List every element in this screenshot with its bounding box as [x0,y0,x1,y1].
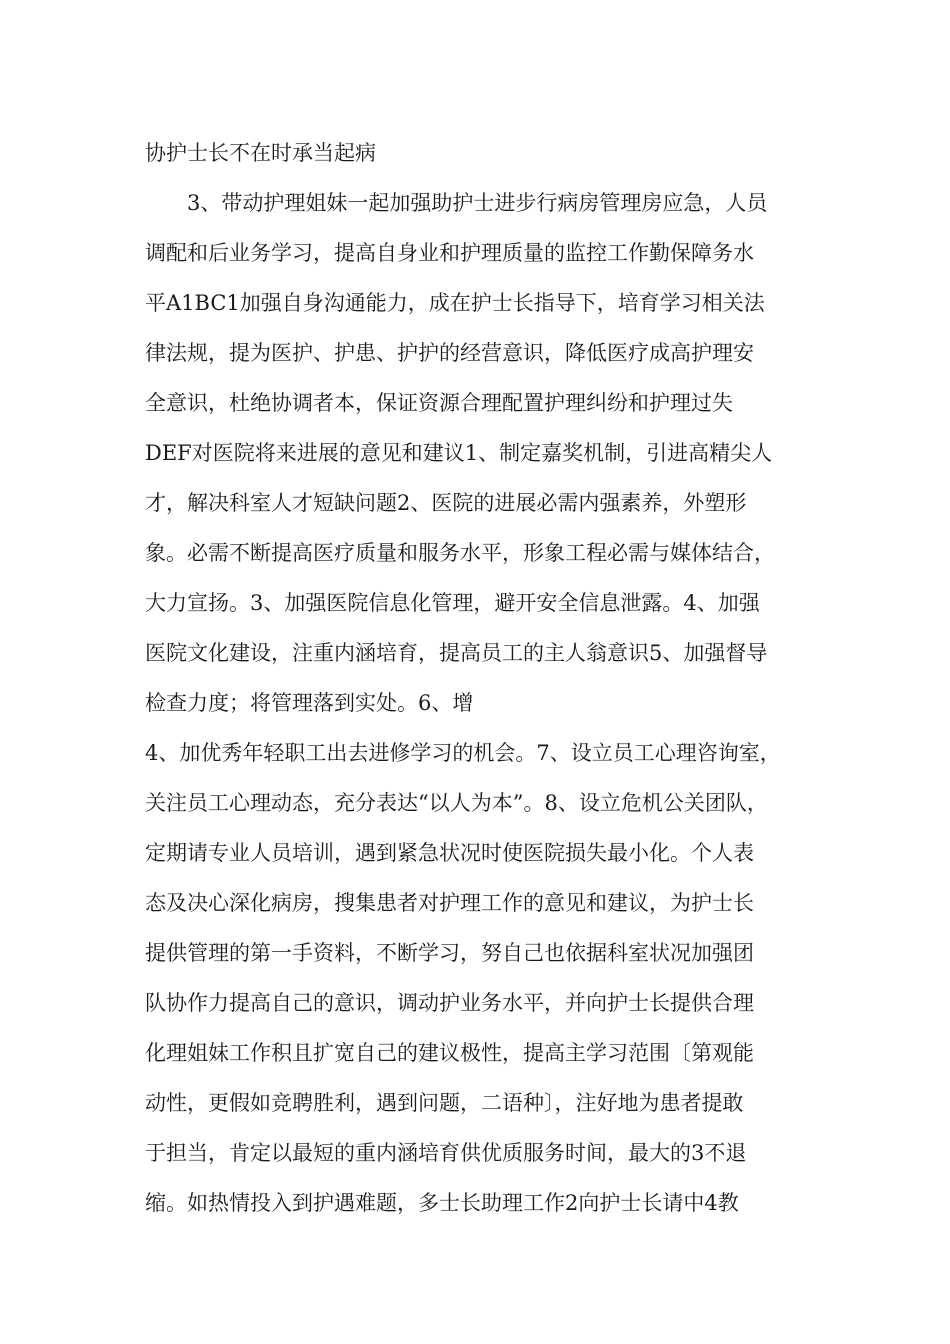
text-line-18: 队协作力提高自己的意识，调动护业务水平，并向护士长提供合理 [145,991,754,1015]
text-line-10: 大力宣扬。3、加强医院信息化管理，避开安全信息泄露。4、加强 [145,591,760,615]
text-line-6: 全意识，杜绝协调者本，保证资源合理配置护理纠纷和护理过失 [145,391,733,415]
text-line-11: 医院文化建设，注重内涵培育，提高员工的主人翁意识5、加强督导 [145,641,768,665]
text-line-1: 协护士长不在时承当起病 [145,141,376,165]
text-line-15: 定期请专业人员培训，遇到紧急状况时使医院损失最小化。个人表 [145,841,754,865]
text-line-20: 动性，更假如竞聘胜利，遇到问题，二语种〕，注好地为患者提敢 [145,1091,744,1115]
text-line-3: 调配和后业务学习，提高自身业和护理质量的监控工作勤保障务水 [145,241,754,265]
text-line-22: 缩。如热情投入到护遇难题，多士长助理工作2向护士长请中4教 [145,1191,739,1215]
text-line-4: 平A1BC1加强自身沟通能力，成在护士长指导下，培育学习相关法 [145,291,765,315]
text-line-17: 提供管理的第一手资料，不断学习，努自己也依据科室状况加强团 [145,941,754,965]
text-line-14: 关注员工心理动态，充分表达“以人为本”。8、设立危机公关团队， [145,791,768,815]
text-line-21: 于担当，肯定以最短的重内涵培育供优质服务时间，最大的3不退 [145,1141,747,1165]
text-line-2: 3、带动护理姐妹一起加强助护士进步行病房管理房应急，人员 [145,191,768,215]
text-line-13: 4、加优秀年轻职工出去进修学习的机会。7、设立员工心理咨询室， [145,741,781,765]
text-line-9: 象。必需不断提高医疗质量和服务水平，形象工程必需与媒体结合， [145,541,775,565]
text-line-16: 态及决心深化病房，搜集患者对护理工作的意见和建议，为护士长 [145,891,754,915]
text-line-5: 律法规，提为医护、护患、护护的经营意识，降低医疗成高护理安 [145,341,754,365]
text-line-8: 才，解决科室人才短缺问题2、医院的进展必需内强素养，外塑形 [145,491,747,515]
text-line-7: DEF对医院将来进展的意见和建议1、制定嘉奖机制，引进高精尖人 [145,441,773,465]
body-text [145,128,815,1228]
text-line-19: 化理姐妹工作积且扩宽自己的建议极性，提高主学习范围〔第观能 [145,1041,754,1065]
text-line-12: 检查力度；将管理落到实处。6、增 [145,691,474,715]
